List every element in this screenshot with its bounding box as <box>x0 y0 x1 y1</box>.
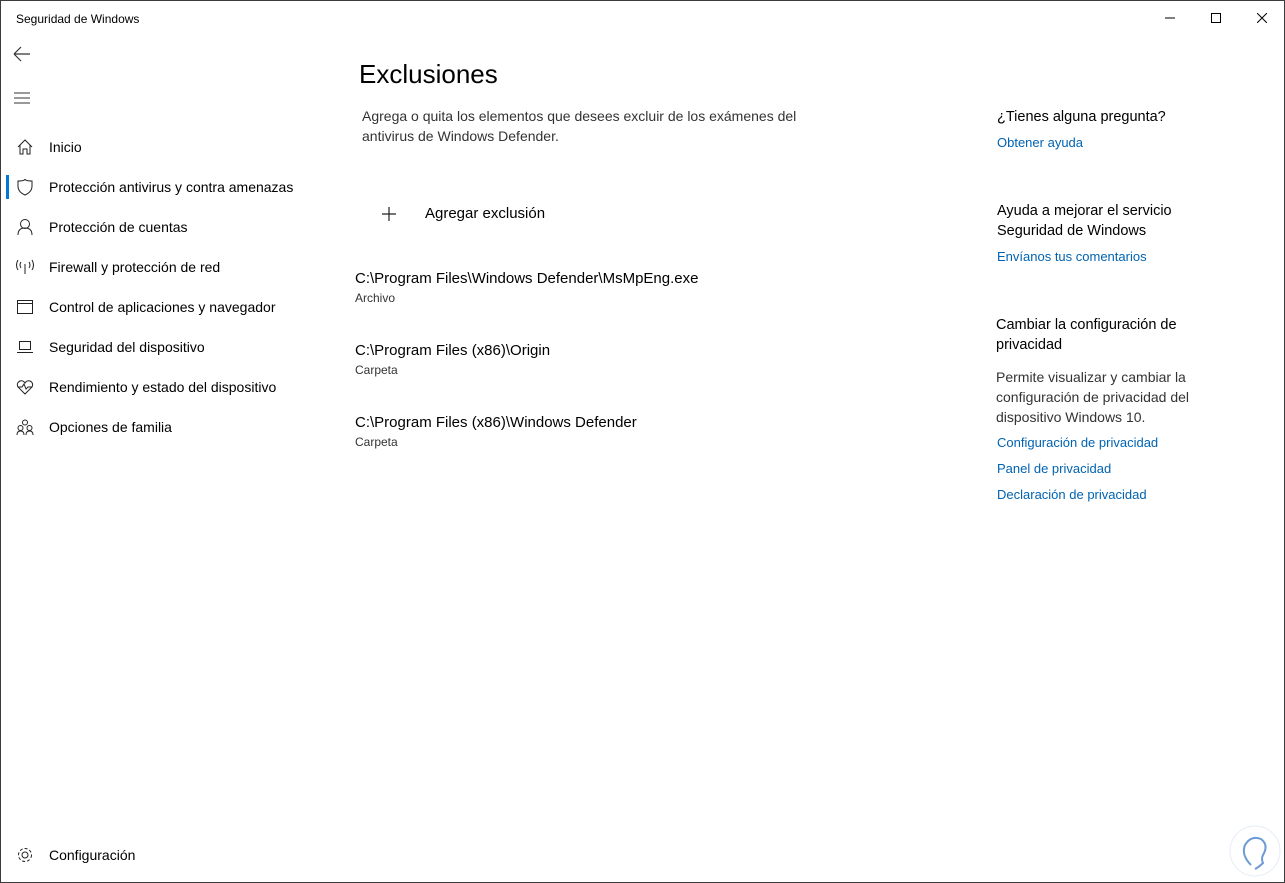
person-icon <box>1 218 49 236</box>
exclusion-type: Carpeta <box>355 363 398 377</box>
wifi-antenna-icon <box>1 258 49 276</box>
exclusion-type: Archivo <box>355 291 396 305</box>
exclusion-path: C:\Program Files (x86)\Origin <box>355 342 551 359</box>
feedback-heading: Ayuda a mejorar el servicio Seguridad de Windows <box>997 203 1172 239</box>
nav-item-aplicaciones[interactable] <box>1 287 321 327</box>
add-exclusion-button[interactable] <box>381 205 545 222</box>
shield-icon <box>1 178 49 196</box>
nav-item-familia[interactable] <box>1 407 321 447</box>
nav-item-cuentas[interactable] <box>1 207 321 247</box>
back-button[interactable] <box>11 43 33 65</box>
hamburger-icon <box>13 91 31 105</box>
nav-item-inicio[interactable] <box>1 127 321 167</box>
nav-label: Inicio <box>49 139 82 155</box>
exclusion-type: Carpeta <box>355 435 398 449</box>
home-icon <box>1 138 49 156</box>
nav-item-rendimiento[interactable] <box>1 367 321 407</box>
privacy-heading: Cambiar la configuración de privacidad <box>996 317 1177 353</box>
privacy-settings-link[interactable]: Configuración de privacidad <box>997 435 1159 450</box>
nav-label: Protección de cuentas <box>49 219 188 235</box>
exclusion-item[interactable] <box>355 414 637 449</box>
menu-button[interactable] <box>13 91 31 105</box>
nav-item-configuracion[interactable] <box>1 835 321 875</box>
nav-item-antivirus[interactable] <box>1 167 321 207</box>
feedback-section <box>997 201 1197 267</box>
page-title: Exclusiones <box>359 59 498 89</box>
nav-label: Protección antivirus y contra amenazas <box>49 179 294 195</box>
nav-label: Opciones de familia <box>49 419 172 435</box>
nav-label: Control de aplicaciones y navegador <box>49 299 276 315</box>
exclusion-path: C:\Program Files (x86)\Windows Defender <box>355 414 637 431</box>
page-description: Agrega o quita los elementos que desees excluir de los exámenes del antivirus de Windows Defender. <box>362 108 797 144</box>
close-button[interactable] <box>1239 1 1285 35</box>
add-exclusion-label: Agregar exclusión <box>425 205 546 222</box>
browser-window-icon <box>1 299 49 315</box>
exclusion-item[interactable] <box>355 270 698 305</box>
heart-pulse-icon <box>1 379 49 395</box>
help-section <box>997 107 1166 153</box>
nav-label: Rendimiento y estado del dispositivo <box>49 379 277 395</box>
laptop-icon <box>1 340 49 354</box>
maximize-button[interactable] <box>1193 1 1239 35</box>
window-title: Seguridad de Windows <box>16 12 140 26</box>
minimize-button[interactable] <box>1147 1 1193 35</box>
family-icon <box>1 419 49 435</box>
exclusion-path: C:\Program Files\Windows Defender\MsMpEng.exe <box>355 270 699 287</box>
nav-label: Firewall y protección de red <box>49 259 221 275</box>
plus-icon <box>381 206 397 222</box>
privacy-dashboard-link[interactable]: Panel de privacidad <box>997 461 1112 476</box>
privacy-statement-link[interactable]: Declaración de privacidad <box>997 487 1147 502</box>
nav-item-dispositivo[interactable] <box>1 327 321 367</box>
nav-label: Seguridad del dispositivo <box>49 339 205 355</box>
exclusion-item[interactable] <box>355 342 550 377</box>
gear-icon <box>1 846 49 864</box>
help-heading: ¿Tienes alguna pregunta? <box>997 109 1166 125</box>
privacy-section <box>996 315 1216 505</box>
watermark-logo <box>1229 825 1281 882</box>
back-arrow-icon <box>11 43 33 65</box>
nav-item-firewall[interactable] <box>1 247 321 287</box>
feedback-link[interactable]: Envíanos tus comentarios <box>997 249 1147 264</box>
privacy-text: Permite visualizar y cambiar la configuración de privacidad del dispositivo Windows 10. <box>996 369 1190 425</box>
nav-label: Configuración <box>49 847 136 863</box>
get-help-link[interactable]: Obtener ayuda <box>997 135 1084 150</box>
